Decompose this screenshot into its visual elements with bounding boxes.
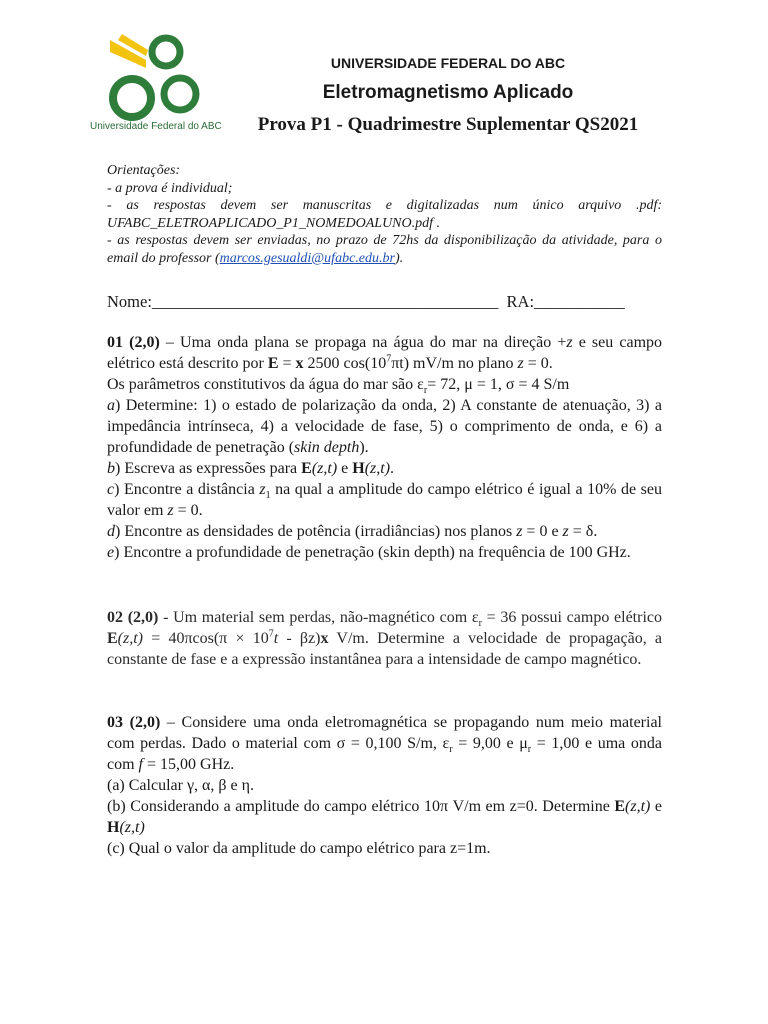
question-3: 03 (2,0) – Considere uma onda eletromagnética se propagando num meio material com perdas. Dado o material com σ = 0,100 S/m, $\varepsilon_r = 9,00$ e $\mu_r = 1,00$ e uma onda com f = 15,00 GHz. (a) Calcular γ, α, β e η. (b) Considerando a amplitude do campo elétrico 10π V/m em z=0. Determine E(z,t) e H(z,t) (c) Qual o valor da amplitude do campo elétrico para z=1m. xyxy=(107,714,663,857)
question-number: 03 (2,0) xyxy=(107,714,161,731)
question-2: 02 (2,0) - Um material sem perdas, não-magnético com $\varepsilon_r = 36$ possui campo elétrico $E(z,t) = 40\pi\cos(\pi \times 10^7t - \beta z)x$ V/m. Determine a velocidade de propagação, a constante de fase e a expressão instantânea para a intensidade de campo magnético. xyxy=(107,609,663,668)
question-number: 02 (2,0) xyxy=(107,609,159,626)
orientations-block xyxy=(107,162,662,267)
orientations-title: Orientações: xyxy=(107,163,181,178)
name-field[interactable]: Nome:__________________________________________ xyxy=(107,292,499,311)
question-1: 01 (2,0) – Uma onda plana se propaga na água do mar na direção +z e seu campo elétrico está descrito por E = x 2500 $\cos(10^7\pi t)$ mV/m no plano z = 0. Os parâmetros constitutivos da água do mar são $\varepsilon_r= 72$, μ = 1, σ = 4 S/m a) Determine: 1) o estado de polarização da onda, 2) A constante de atenuação, 3) a impedância intrínseca, 4) a velocidade de fase, 5) o comprimento de onda, e 6) a profundidade de penetração (skin depth). b) Escreva as expressões para E(z,t) e H(z,t). c) Encontre a distância $z_1$ na qual a amplitude do campo elétrico é igual a 10% de seu valor em z = 0. d) Encontre as densidades de potência (irradiâncias) nos planos z = 0 e z = δ. e) Encontre a profundidade de penetração (skin depth) na frequência de 100 GHz. xyxy=(107,334,663,561)
professor-email-link[interactable]: marcos.gesualdi@ufabc.edu.br xyxy=(219,250,395,266)
orientation-item: - as respostas devem ser manuscritas e digitalizadas num único arquivo .pdf: UFABC_ELETROAPLICADO_P1_NOMEDOALUNO.pdf . xyxy=(107,198,662,231)
ra-field[interactable]: RA:___________ xyxy=(506,292,625,311)
ufabc-logo-icon xyxy=(88,28,222,136)
orientation-item: - a prova é individual; xyxy=(107,180,233,196)
logo-caption: Universidade Federal do ABC xyxy=(90,121,222,132)
student-id-line xyxy=(107,292,667,312)
course-title: Eletromagnetismo Aplicado xyxy=(322,82,574,103)
university-name: UNIVERSIDADE FEDERAL DO ABC xyxy=(330,55,566,71)
exam-title: Prova P1 - Quadrimestre Suplementar QS2021 xyxy=(257,114,639,135)
orientation-item: - as respostas devem ser enviadas, no prazo de 72hs da disponibilização da atividade, para o email do professor (marcos.gesualdi@ufabc.edu.br). xyxy=(107,233,662,266)
question-number: 01 (2,0) xyxy=(107,334,160,351)
